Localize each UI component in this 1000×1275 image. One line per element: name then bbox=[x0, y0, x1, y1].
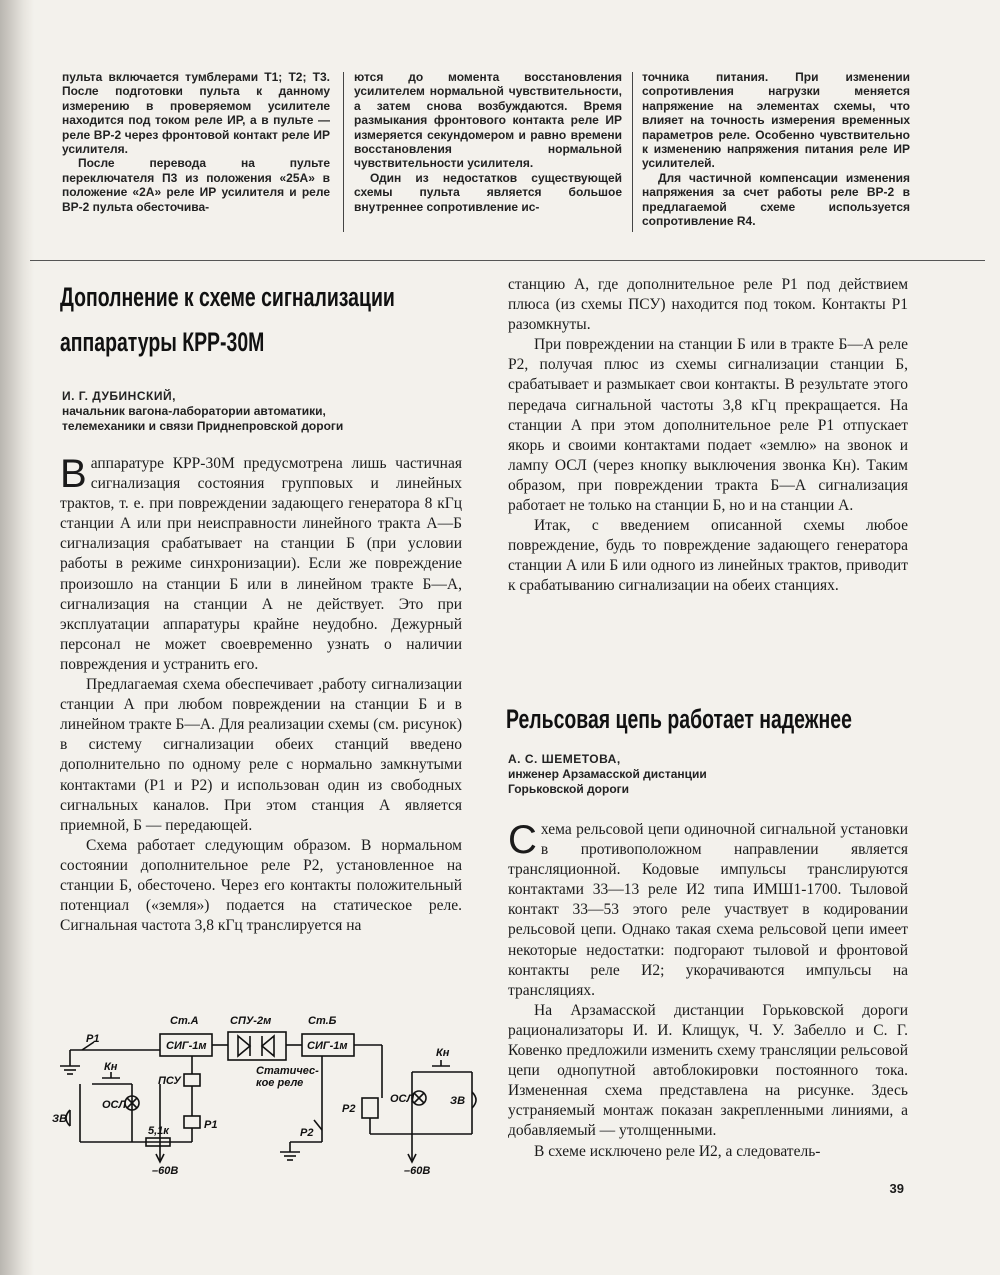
label-p1-relay: Р1 bbox=[204, 1119, 218, 1131]
drop-cap: С bbox=[508, 818, 537, 862]
drop-cap: В bbox=[60, 452, 87, 496]
paragraph: При повреждении на станции Б или в тракте Б—А реле Р2, получая плюс из схемы сигнализации станции Б, срабатывает и размыкает свои контакты. В результате этого передача сигнальной частоты 3,8 кГц прекращается. На станции А при этом дополнительное реле Р1 отпускает якорь и своими контактами подает «землю» на звонок и лампу ОСЛ (через кнопку выключения звонка Кн). Таким образом, при повреждении тракта Б—А сигнализация работает не только на станции Б, но и на станции А. bbox=[508, 336, 908, 515]
label-kn-left: Кн bbox=[104, 1061, 118, 1073]
article1-column-right bbox=[508, 275, 908, 597]
paragraph: Схема работает следующим образом. В нормальном состоянии дополнительное реле Р2, установленное на станции Б, обесточено. Через его контакты положительный потенциал («земля») подается на статическое реле. Сигнальная частота 3,8 кГц транслируется на bbox=[60, 836, 462, 935]
paragraph-text: аппаратуре КРР-30М предусмотрена лишь частичная сигнализация состояния групповых и линейных трактов, т. е. при повреждении задающего генератора 8 кГц станции А или при неисправности линейного тракта А—Б сигнализация срабатывает на станции Б (при условии работы в режиме синхронизации). Если же повреждение произошло на станции Б или в линейном тракте Б—А, сигнализация на станции А не действует. Это при эксплуатации аппаратуры крайне неудобно. Дежурный персонал не может своевременно узнать о наличии повреждения и устранить его. bbox=[60, 455, 462, 673]
label-osl-left: ОСЛ bbox=[102, 1099, 127, 1111]
article1-byline bbox=[62, 389, 422, 434]
label-60v-right: –60В bbox=[404, 1165, 431, 1177]
top-column-1 bbox=[62, 70, 330, 214]
paragraph: Один из недостатков существующей схемы пульта является большое внутреннее сопротивление ис- bbox=[354, 170, 622, 214]
label-p1-contact: Р1 bbox=[86, 1033, 100, 1045]
top-column-2 bbox=[354, 70, 622, 214]
paragraph: станцию А, где дополнительное реле Р1 под действием плюса (из схемы ПСУ) находится под током. Контакты Р1 разомкнуты. bbox=[508, 276, 908, 334]
author-position: начальник вагона-лаборатории автоматики, bbox=[62, 404, 326, 418]
article2-byline bbox=[508, 752, 868, 797]
circuit-diagram bbox=[52, 1002, 482, 1182]
label-static-relay: кое реле bbox=[256, 1077, 304, 1089]
paragraph-text: хема рельсовой цепи одиночной сигнальной установки в противоположном направлении является трансляционной. Кодовые импульсы транслируются контактами 33—13 реле И2 типа ИМШ1-1700. Тыловой контакт 33—53 этого реле участвует в кодировании рельсовой цепи. Однако такая схема рельсовой цепи имеет некоторые недостатки: подгорают тыловой и фронтовой контакты реле И2; укорачиваются импульсы на трансляциях. bbox=[508, 821, 908, 999]
paragraph: Для частичной компенсации изменения напряжения за счет работы реле ВР-2 в предлагаемой схеме используется сопротивление R4. bbox=[642, 170, 910, 229]
label-spu: СПУ-2м bbox=[230, 1015, 272, 1027]
article2-body bbox=[508, 820, 908, 1162]
label-station-a: Ст.А bbox=[170, 1015, 199, 1027]
label-psu: ПСУ bbox=[158, 1075, 181, 1087]
author-position: инженер Арзамасской дистанции bbox=[508, 767, 707, 781]
paragraph: На Арзамасской дистанции Горьковской дороги рационализаторы И. И. Клищук, Ч. У. Забелло и С. Г. Ковенко предложили изменить схему трансляции рельсовой цепи однопутной автоблокировки постоянного тока. Измененная схема представлена на рисунке. Здесь устраняемый монтаж показан закрепленными линиями, а добавляемый — утолщенными. bbox=[508, 1001, 908, 1140]
paragraph: После перевода на пульте переключателя П3 из положения «25А» в положение «2А» реле ИР усилителя и реле ВР-2 пульта обесточива- bbox=[62, 156, 330, 214]
paragraph: Итак, с введением описанной схемы любое повреждение, будь то повреждение задающего генератора станции А или Б или одного из линейных трактов, приводит к срабатыванию сигнализации на обеих станциях. bbox=[508, 517, 908, 595]
page-edge-shadow bbox=[0, 0, 34, 1275]
paragraph: В схеме исключено реле И2, а следователь- bbox=[534, 1142, 821, 1160]
article1-title-line1: Дополнение к схеме сигнализации bbox=[60, 282, 395, 312]
paragraph: Предлагаемая схема обеспечивает ,работу сигнализации станции А при любом повреждении на станции Б и в линейном тракте Б—А. Для реализации схемы (см. рисунок) в систему сигнализации обеих станций введено дополнительно по одному реле с нормально замкнутыми контактами (Р1 и Р2) и использован один из свободных сигнальных каналов. При этом станция А является приемной, Б — передающей. bbox=[60, 676, 462, 834]
label-sig-a: СИГ-1м bbox=[166, 1040, 207, 1052]
label-sig-b: СИГ-1м bbox=[307, 1040, 348, 1052]
article1-column-left bbox=[60, 454, 462, 936]
label-p2-contact: Р2 bbox=[300, 1127, 314, 1139]
label-zv-left: ЗВ bbox=[52, 1113, 68, 1125]
label-zv-right: ЗВ bbox=[450, 1095, 466, 1107]
label-p2-relay: Р2 bbox=[342, 1103, 356, 1115]
section-divider bbox=[30, 260, 985, 261]
label-kn-right: Кн bbox=[436, 1047, 450, 1059]
label-60v-left: –60В bbox=[152, 1165, 179, 1177]
label-station-b: Ст.Б bbox=[308, 1015, 337, 1027]
label-osl-right: ОСЛ bbox=[390, 1093, 415, 1105]
top-column-3 bbox=[642, 70, 910, 228]
paragraph: ются до момента восстановления усилителем нормальной чувствительности, а затем снова возбуждаются. Время размыкания фронтового контакта реле ИР измеряется секундомером и равно времени восстановления нормальной чувствительности усилителя. bbox=[354, 70, 622, 171]
author-position: Горьковской дороги bbox=[508, 782, 630, 796]
article2-title: Рельсовая цепь работает надежнее bbox=[506, 704, 852, 734]
page-number: 39 bbox=[889, 1181, 904, 1196]
article1-title-line2: аппаратуры КРР-30М bbox=[60, 327, 265, 357]
label-static-relay: Статичес- bbox=[256, 1065, 319, 1077]
author-name: А. С. ШЕМЕТОВА, bbox=[508, 752, 621, 766]
label-resistor: 5,1к bbox=[148, 1125, 169, 1137]
column-divider bbox=[632, 72, 633, 232]
author-name: И. Г. ДУБИНСКИЙ, bbox=[62, 389, 176, 403]
paragraph bbox=[508, 820, 908, 1001]
column-divider bbox=[343, 72, 344, 232]
paragraph bbox=[60, 454, 462, 675]
author-position: телемеханики и связи Приднепровской дороги bbox=[62, 419, 344, 433]
paragraph: точника питания. При изменении сопротивления нагрузки меняется напряжение на элементах схемы, что влияет на точность измерения временных параметров реле. Особенно чувствительно к изменению напряжения питания реле ИР усилителей. bbox=[642, 70, 910, 171]
paragraph: пульта включается тумблерами Т1; Т2; Т3. После подготовки пульта к данному измерению в проверяемом усилителе находится под током реле ИР, а в пульте — реле ВР-2 через фронтовой контакт реле ИР усилителя. bbox=[62, 70, 330, 157]
